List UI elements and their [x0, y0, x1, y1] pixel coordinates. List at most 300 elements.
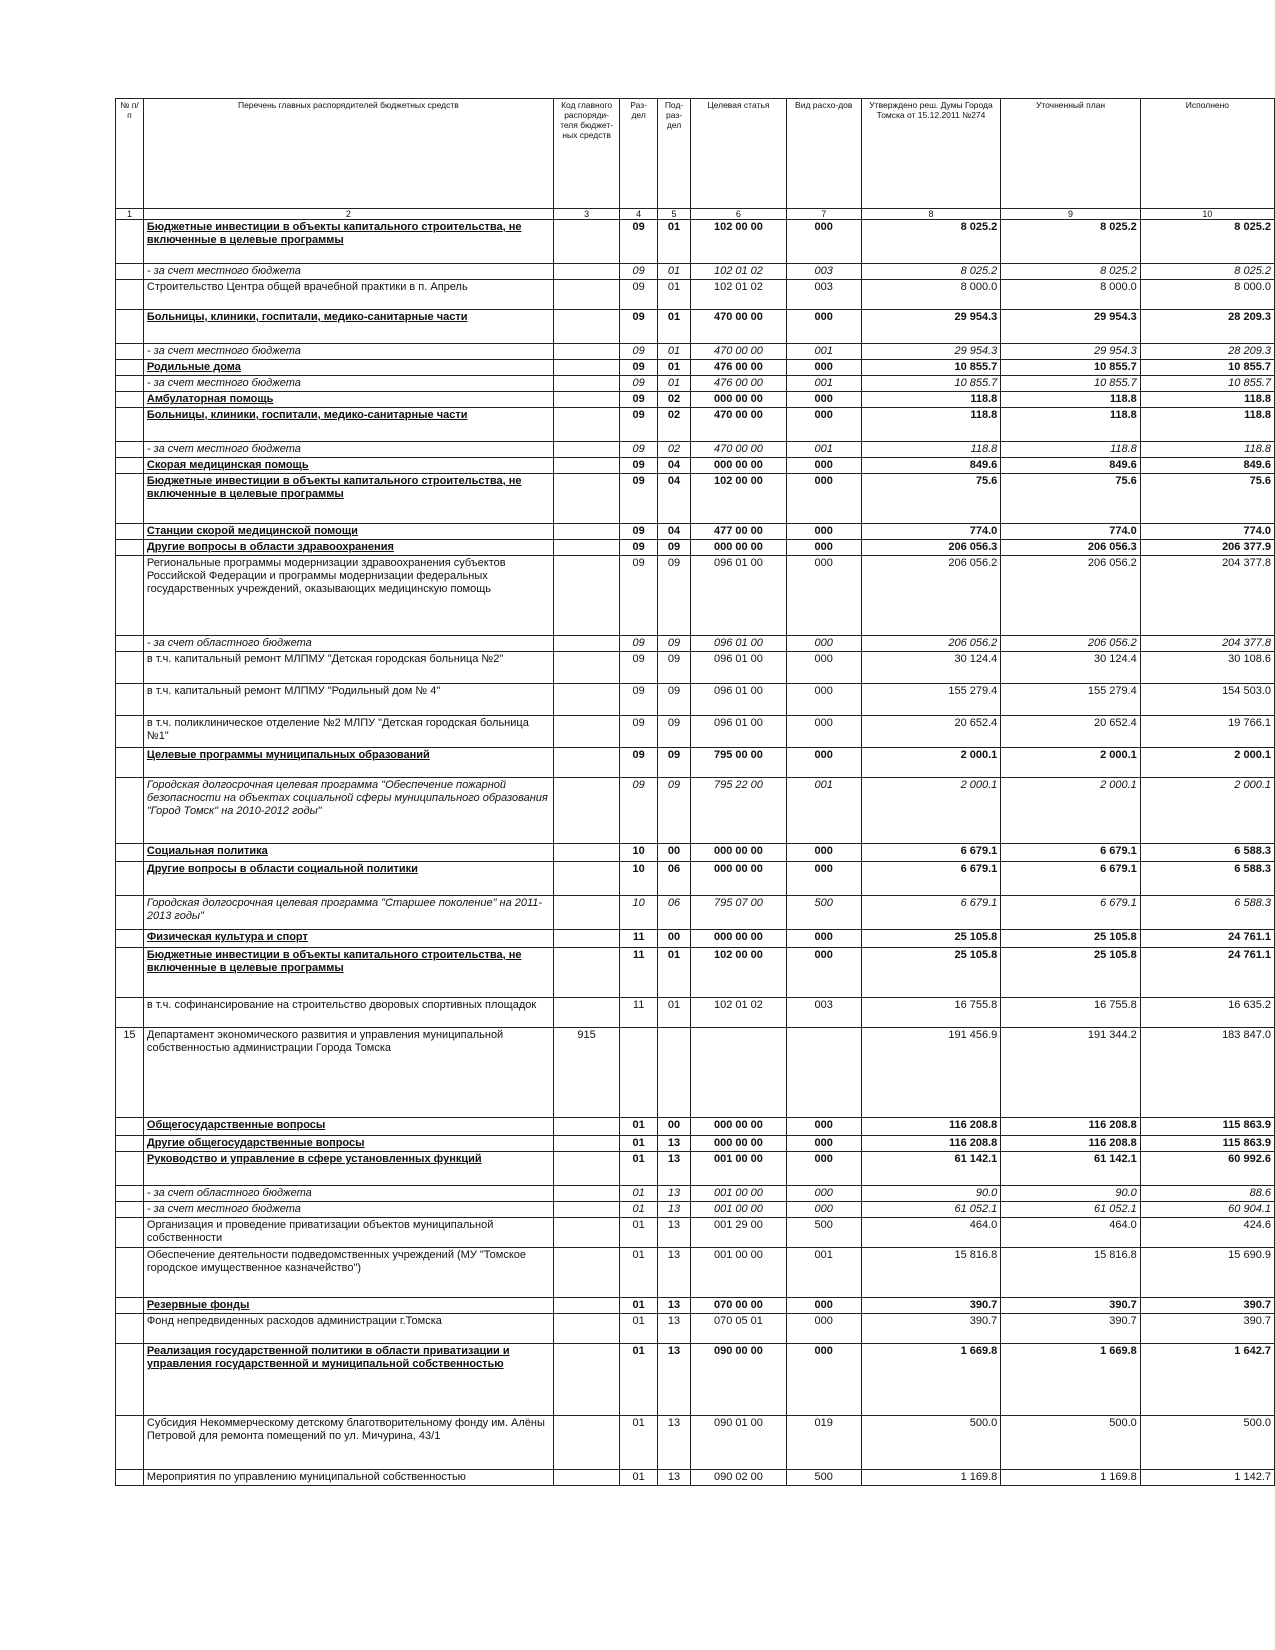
section-code: 09 — [620, 458, 658, 474]
target-article-code — [691, 1028, 787, 1118]
revised-plan-amount: 390.7 — [1001, 1314, 1141, 1344]
expense-type-code: 000 — [786, 1314, 861, 1344]
column-number: 5 — [657, 209, 690, 220]
row-number — [116, 1416, 144, 1470]
approved-amount: 25 105.8 — [861, 930, 1001, 948]
table-row — [116, 458, 1275, 474]
header-number: № п/п — [116, 99, 144, 209]
executed-amount: 19 766.1 — [1140, 716, 1274, 748]
recipient-code — [553, 1470, 620, 1486]
table-row — [116, 1344, 1275, 1416]
subsection-code: 00 — [657, 844, 690, 862]
row-number — [116, 748, 144, 778]
section-code: 09 — [620, 684, 658, 716]
expense-type-code: 000 — [786, 556, 861, 636]
revised-plan-amount: 206 056.3 — [1001, 540, 1141, 556]
expense-type-code: 500 — [786, 1218, 861, 1248]
row-name: - за счет местного бюджета — [143, 264, 553, 280]
target-article-code: 070 00 00 — [691, 1298, 787, 1314]
section-code: 09 — [620, 716, 658, 748]
section-code: 09 — [620, 636, 658, 652]
row-name: Бюджетные инвестиции в объекты капитального строительства, не включенные в целевые программы — [143, 948, 553, 998]
column-number: 10 — [1140, 209, 1274, 220]
column-number: 1 — [116, 209, 144, 220]
recipient-code — [553, 310, 620, 344]
revised-plan-amount: 118.8 — [1001, 442, 1141, 458]
table-row — [116, 636, 1275, 652]
recipient-code — [553, 844, 620, 862]
recipient-code — [553, 1314, 620, 1344]
approved-amount: 206 056.3 — [861, 540, 1001, 556]
table-row — [116, 998, 1275, 1028]
row-name: - за счет областного бюджета — [143, 636, 553, 652]
expense-type-code: 000 — [786, 1118, 861, 1136]
table-row — [116, 310, 1275, 344]
section-code: 01 — [620, 1218, 658, 1248]
row-number — [116, 1470, 144, 1486]
table-row — [116, 844, 1275, 862]
table-row — [116, 1416, 1275, 1470]
table-row — [116, 1028, 1275, 1118]
row-name: Городская долгосрочная целевая программа "Старшее поколение" на 2011-2013 годы" — [143, 896, 553, 930]
section-code: 09 — [620, 360, 658, 376]
header-expense-type: Вид расхо-дов — [786, 99, 861, 209]
target-article-code: 470 00 00 — [691, 344, 787, 360]
subsection-code: 01 — [657, 948, 690, 998]
executed-amount: 16 635.2 — [1140, 998, 1274, 1028]
recipient-code — [553, 1218, 620, 1248]
table-row — [116, 474, 1275, 524]
executed-amount: 30 108.6 — [1140, 652, 1274, 684]
row-number — [116, 524, 144, 540]
revised-plan-amount: 464.0 — [1001, 1218, 1141, 1248]
approved-amount: 2 000.1 — [861, 748, 1001, 778]
section-code: 01 — [620, 1248, 658, 1298]
table-header — [116, 99, 1275, 220]
executed-amount: 849.6 — [1140, 458, 1274, 474]
revised-plan-amount: 155 279.4 — [1001, 684, 1141, 716]
table-row — [116, 376, 1275, 392]
section-code: 01 — [620, 1186, 658, 1202]
target-article-code: 096 01 00 — [691, 716, 787, 748]
revised-plan-amount: 191 344.2 — [1001, 1028, 1141, 1118]
section-code: 11 — [620, 948, 658, 998]
target-article-code: 000 00 00 — [691, 458, 787, 474]
subsection-code: 00 — [657, 1118, 690, 1136]
target-article-code: 070 05 01 — [691, 1314, 787, 1344]
executed-amount: 118.8 — [1140, 408, 1274, 442]
executed-amount: 390.7 — [1140, 1314, 1274, 1344]
column-number-row — [116, 209, 1275, 220]
executed-amount: 28 209.3 — [1140, 344, 1274, 360]
expense-type-code: 001 — [786, 778, 861, 844]
approved-amount: 116 208.8 — [861, 1118, 1001, 1136]
executed-amount: 60 992.6 — [1140, 1152, 1274, 1186]
row-number — [116, 360, 144, 376]
subsection-code — [657, 1028, 690, 1118]
approved-amount: 390.7 — [861, 1298, 1001, 1314]
target-article-code: 090 02 00 — [691, 1470, 787, 1486]
revised-plan-amount: 61 052.1 — [1001, 1202, 1141, 1218]
row-name: Руководство и управление в сфере установленных функций — [143, 1152, 553, 1186]
approved-amount: 29 954.3 — [861, 310, 1001, 344]
executed-amount: 6 588.3 — [1140, 844, 1274, 862]
row-name: Целевые программы муниципальных образований — [143, 748, 553, 778]
row-number — [116, 948, 144, 998]
recipient-code — [553, 442, 620, 458]
row-number — [116, 1136, 144, 1152]
recipient-code — [553, 1152, 620, 1186]
row-number — [116, 408, 144, 442]
revised-plan-amount: 61 142.1 — [1001, 1152, 1141, 1186]
row-number — [116, 844, 144, 862]
header-recipient-code: Код главного распоряди-теля бюджет-ных средств — [553, 99, 620, 209]
recipient-code — [553, 948, 620, 998]
recipient-code — [553, 652, 620, 684]
subsection-code: 02 — [657, 408, 690, 442]
executed-amount: 183 847.0 — [1140, 1028, 1274, 1118]
revised-plan-amount: 390.7 — [1001, 1298, 1141, 1314]
revised-plan-amount: 15 816.8 — [1001, 1248, 1141, 1298]
section-code: 01 — [620, 1344, 658, 1416]
table-row — [116, 360, 1275, 376]
row-name: - за счет местного бюджета — [143, 344, 553, 360]
target-article-code: 001 00 00 — [691, 1202, 787, 1218]
column-number: 4 — [620, 209, 658, 220]
executed-amount: 10 855.7 — [1140, 360, 1274, 376]
expense-type-code: 000 — [786, 844, 861, 862]
expense-type-code — [786, 1028, 861, 1118]
executed-amount: 75.6 — [1140, 474, 1274, 524]
target-article-code: 000 00 00 — [691, 844, 787, 862]
recipient-code — [553, 1136, 620, 1152]
subsection-code: 06 — [657, 862, 690, 896]
column-number: 9 — [1001, 209, 1141, 220]
approved-amount: 20 652.4 — [861, 716, 1001, 748]
executed-amount: 2 000.1 — [1140, 748, 1274, 778]
row-name: - за счет областного бюджета — [143, 1186, 553, 1202]
row-name: Физическая культура и спорт — [143, 930, 553, 948]
table-row — [116, 540, 1275, 556]
revised-plan-amount: 116 208.8 — [1001, 1136, 1141, 1152]
table-row — [116, 930, 1275, 948]
row-name: - за счет местного бюджета — [143, 1202, 553, 1218]
row-number — [116, 310, 144, 344]
row-name: Родильные дома — [143, 360, 553, 376]
target-article-code: 470 00 00 — [691, 408, 787, 442]
expense-type-code: 000 — [786, 392, 861, 408]
subsection-code: 13 — [657, 1314, 690, 1344]
approved-amount: 25 105.8 — [861, 948, 1001, 998]
subsection-code: 01 — [657, 280, 690, 310]
approved-amount: 6 679.1 — [861, 862, 1001, 896]
row-number — [116, 684, 144, 716]
row-name: Субсидия Некоммерческому детскому благотворительному фонду им. Алёны Петровой для ремонта помещений по ул. Мичурина, 43/1 — [143, 1416, 553, 1470]
row-name: Больницы, клиники, госпитали, медико-санитарные части — [143, 310, 553, 344]
approved-amount: 1 169.8 — [861, 1470, 1001, 1486]
section-code: 01 — [620, 1470, 658, 1486]
row-name: Станции скорой медицинской помощи — [143, 524, 553, 540]
column-number: 2 — [143, 209, 553, 220]
recipient-code — [553, 524, 620, 540]
table-row — [116, 1202, 1275, 1218]
section-code: 09 — [620, 442, 658, 458]
row-name: Скорая медицинская помощь — [143, 458, 553, 474]
recipient-code — [553, 862, 620, 896]
revised-plan-amount: 1 169.8 — [1001, 1470, 1141, 1486]
header-revised-plan: Уточненный план — [1001, 99, 1141, 209]
table-row — [116, 220, 1275, 264]
executed-amount: 15 690.9 — [1140, 1248, 1274, 1298]
approved-amount: 849.6 — [861, 458, 1001, 474]
subsection-code: 13 — [657, 1218, 690, 1248]
recipient-code — [553, 392, 620, 408]
row-number — [116, 716, 144, 748]
target-article-code: 001 00 00 — [691, 1248, 787, 1298]
row-name: Мероприятия по управлению муниципальной собственностью — [143, 1470, 553, 1486]
expense-type-code: 500 — [786, 896, 861, 930]
row-number — [116, 778, 144, 844]
executed-amount: 115 863.9 — [1140, 1118, 1274, 1136]
revised-plan-amount: 29 954.3 — [1001, 344, 1141, 360]
column-number: 7 — [786, 209, 861, 220]
approved-amount: 30 124.4 — [861, 652, 1001, 684]
target-article-code: 001 00 00 — [691, 1186, 787, 1202]
row-number — [116, 442, 144, 458]
recipient-code — [553, 1344, 620, 1416]
subsection-code: 01 — [657, 264, 690, 280]
expense-type-code: 000 — [786, 524, 861, 540]
row-number — [116, 264, 144, 280]
row-name: в т.ч. софинансирование на строительство дворовых спортивных площадок — [143, 998, 553, 1028]
subsection-code: 02 — [657, 392, 690, 408]
expense-type-code: 003 — [786, 280, 861, 310]
row-number — [116, 280, 144, 310]
revised-plan-amount: 2 000.1 — [1001, 748, 1141, 778]
row-number — [116, 1298, 144, 1314]
subsection-code: 09 — [657, 684, 690, 716]
row-number — [116, 220, 144, 264]
section-code: 09 — [620, 474, 658, 524]
approved-amount: 15 816.8 — [861, 1248, 1001, 1298]
row-number — [116, 652, 144, 684]
subsection-code: 01 — [657, 344, 690, 360]
executed-amount: 118.8 — [1140, 392, 1274, 408]
target-article-code: 102 01 02 — [691, 998, 787, 1028]
table-body — [116, 220, 1275, 1486]
expense-type-code: 000 — [786, 684, 861, 716]
executed-amount: 24 761.1 — [1140, 948, 1274, 998]
column-number: 8 — [861, 209, 1001, 220]
section-code: 09 — [620, 524, 658, 540]
section-code: 09 — [620, 540, 658, 556]
row-name: в т.ч. капитальный ремонт МЛПМУ "Родильный дом № 4" — [143, 684, 553, 716]
row-name: Социальная политика — [143, 844, 553, 862]
executed-amount: 118.8 — [1140, 442, 1274, 458]
table-row — [116, 442, 1275, 458]
row-name: - за счет местного бюджета — [143, 376, 553, 392]
approved-amount: 29 954.3 — [861, 344, 1001, 360]
executed-amount: 2 000.1 — [1140, 778, 1274, 844]
target-article-code: 476 00 00 — [691, 376, 787, 392]
table-row — [116, 1298, 1275, 1314]
executed-amount: 206 377.9 — [1140, 540, 1274, 556]
subsection-code: 13 — [657, 1202, 690, 1218]
target-article-code: 096 01 00 — [691, 556, 787, 636]
row-name: Городская долгосрочная целевая программа "Обеспечение пожарной безопасности на объектах социальной сферы муниципального образования "Город Томск" на 2010-2012 годы" — [143, 778, 553, 844]
expense-type-code: 000 — [786, 1202, 861, 1218]
target-article-code: 096 01 00 — [691, 684, 787, 716]
executed-amount: 154 503.0 — [1140, 684, 1274, 716]
expense-type-code: 001 — [786, 1248, 861, 1298]
executed-amount: 390.7 — [1140, 1298, 1274, 1314]
recipient-code — [553, 998, 620, 1028]
recipient-code — [553, 896, 620, 930]
approved-amount: 118.8 — [861, 408, 1001, 442]
executed-amount: 10 855.7 — [1140, 376, 1274, 392]
revised-plan-amount: 29 954.3 — [1001, 310, 1141, 344]
recipient-code — [553, 556, 620, 636]
header-recipient-list: Перечень главных распорядителей бюджетных средств — [143, 99, 553, 209]
row-name: Амбулаторная помощь — [143, 392, 553, 408]
recipient-code — [553, 408, 620, 442]
expense-type-code: 000 — [786, 1298, 861, 1314]
subsection-code: 09 — [657, 556, 690, 636]
approved-amount: 118.8 — [861, 392, 1001, 408]
target-article-code: 102 01 02 — [691, 264, 787, 280]
expense-type-code: 000 — [786, 408, 861, 442]
recipient-code — [553, 360, 620, 376]
target-article-code: 795 00 00 — [691, 748, 787, 778]
approved-amount: 61 142.1 — [861, 1152, 1001, 1186]
section-code: 01 — [620, 1202, 658, 1218]
row-number — [116, 1186, 144, 1202]
section-code: 10 — [620, 862, 658, 896]
section-code: 09 — [620, 280, 658, 310]
table-row — [116, 778, 1275, 844]
approved-amount: 16 755.8 — [861, 998, 1001, 1028]
budget-table — [115, 98, 1275, 1486]
section-code — [620, 1028, 658, 1118]
target-article-code: 102 00 00 — [691, 474, 787, 524]
executed-amount: 60 904.1 — [1140, 1202, 1274, 1218]
revised-plan-amount: 500.0 — [1001, 1416, 1141, 1470]
recipient-code: 915 — [553, 1028, 620, 1118]
row-number — [116, 392, 144, 408]
revised-plan-amount: 6 679.1 — [1001, 844, 1141, 862]
revised-plan-amount: 25 105.8 — [1001, 930, 1141, 948]
row-name: Региональные программы модернизации здравоохранения субъектов Российской Федерации и программы модернизации федеральных государственных учреждений, оказывающих медицинскую помощь — [143, 556, 553, 636]
table-row — [116, 652, 1275, 684]
row-name: Другие вопросы в области здравоохранения — [143, 540, 553, 556]
row-number — [116, 896, 144, 930]
section-code: 09 — [620, 408, 658, 442]
section-code: 01 — [620, 1152, 658, 1186]
row-name: Бюджетные инвестиции в объекты капитального строительства, не включенные в целевые программы — [143, 220, 553, 264]
table-row — [116, 408, 1275, 442]
section-code: 09 — [620, 344, 658, 360]
row-number — [116, 458, 144, 474]
executed-amount: 424.6 — [1140, 1218, 1274, 1248]
section-code: 10 — [620, 844, 658, 862]
expense-type-code: 000 — [786, 474, 861, 524]
subsection-code: 09 — [657, 748, 690, 778]
approved-amount: 90.0 — [861, 1186, 1001, 1202]
subsection-code: 09 — [657, 636, 690, 652]
target-article-code: 096 01 00 — [691, 636, 787, 652]
revised-plan-amount: 2 000.1 — [1001, 778, 1141, 844]
executed-amount: 8 000.0 — [1140, 280, 1274, 310]
subsection-code: 04 — [657, 458, 690, 474]
subsection-code: 01 — [657, 376, 690, 392]
subsection-code: 09 — [657, 716, 690, 748]
revised-plan-amount: 10 855.7 — [1001, 360, 1141, 376]
subsection-code: 13 — [657, 1298, 690, 1314]
row-number — [116, 998, 144, 1028]
section-code: 09 — [620, 652, 658, 684]
target-article-code: 476 00 00 — [691, 360, 787, 376]
table-row — [116, 1248, 1275, 1298]
revised-plan-amount: 16 755.8 — [1001, 998, 1141, 1028]
target-article-code: 001 29 00 — [691, 1218, 787, 1248]
table-row — [116, 748, 1275, 778]
row-number — [116, 1344, 144, 1416]
revised-plan-amount: 25 105.8 — [1001, 948, 1141, 998]
table-row — [116, 1136, 1275, 1152]
row-number — [116, 1202, 144, 1218]
executed-amount: 1 642.7 — [1140, 1344, 1274, 1416]
revised-plan-amount: 118.8 — [1001, 392, 1141, 408]
row-name: Департамент экономического развития и управления муниципальной собственностью администрации Города Томска — [143, 1028, 553, 1118]
recipient-code — [553, 684, 620, 716]
expense-type-code: 001 — [786, 344, 861, 360]
target-article-code: 102 00 00 — [691, 948, 787, 998]
target-article-code: 000 00 00 — [691, 540, 787, 556]
approved-amount: 10 855.7 — [861, 360, 1001, 376]
approved-amount: 75.6 — [861, 474, 1001, 524]
expense-type-code: 500 — [786, 1470, 861, 1486]
approved-amount: 1 669.8 — [861, 1344, 1001, 1416]
header-subsection: Под-раз-дел — [657, 99, 690, 209]
recipient-code — [553, 1186, 620, 1202]
executed-amount: 8 025.2 — [1140, 264, 1274, 280]
approved-amount: 206 056.2 — [861, 636, 1001, 652]
expense-type-code: 000 — [786, 652, 861, 684]
section-code: 09 — [620, 748, 658, 778]
expense-type-code: 000 — [786, 1152, 861, 1186]
table-row — [116, 556, 1275, 636]
subsection-code: 13 — [657, 1186, 690, 1202]
header-executed: Исполнено — [1140, 99, 1274, 209]
subsection-code: 13 — [657, 1152, 690, 1186]
table-row — [116, 264, 1275, 280]
subsection-code: 01 — [657, 220, 690, 264]
approved-amount: 10 855.7 — [861, 376, 1001, 392]
subsection-code: 13 — [657, 1416, 690, 1470]
subsection-code: 13 — [657, 1248, 690, 1298]
expense-type-code: 000 — [786, 948, 861, 998]
target-article-code: 096 01 00 — [691, 652, 787, 684]
expense-type-code: 000 — [786, 360, 861, 376]
executed-amount: 6 588.3 — [1140, 862, 1274, 896]
target-article-code: 470 00 00 — [691, 310, 787, 344]
row-name: Фонд непредвиденных расходов администрации г.Томска — [143, 1314, 553, 1344]
recipient-code — [553, 1202, 620, 1218]
target-article-code: 795 07 00 — [691, 896, 787, 930]
row-number — [116, 474, 144, 524]
revised-plan-amount: 116 208.8 — [1001, 1118, 1141, 1136]
revised-plan-amount: 75.6 — [1001, 474, 1141, 524]
